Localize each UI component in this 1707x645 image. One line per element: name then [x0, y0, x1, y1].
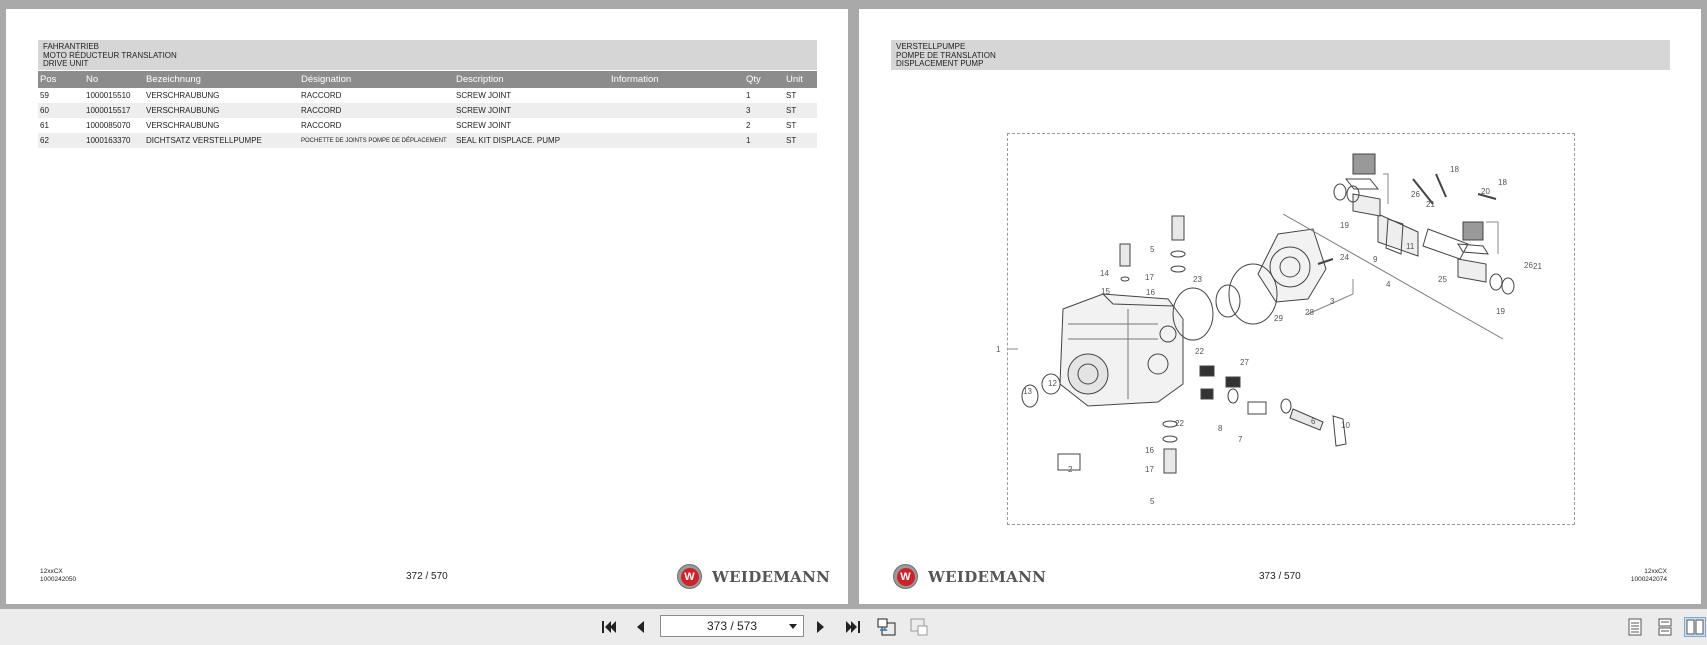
weidemann-logo-icon [893, 564, 918, 589]
last-page-button[interactable] [842, 617, 864, 637]
column-header: Information [609, 71, 744, 88]
svg-text:20: 20 [1481, 187, 1490, 196]
svg-text:24: 24 [1340, 253, 1349, 262]
svg-text:17: 17 [1145, 273, 1154, 282]
page-number: 372 / 570 [406, 571, 448, 582]
svg-text:12: 12 [1048, 379, 1057, 388]
page-number-field[interactable] [660, 615, 804, 637]
cell-bezeichnung: VERSCHRAUBUNG [146, 91, 220, 100]
brand-logo [677, 564, 830, 589]
cell-pos: 60 [38, 103, 84, 118]
cell-qty: 3 [744, 103, 784, 118]
first-page-button[interactable] [598, 617, 620, 637]
svg-text:6: 6 [1311, 417, 1316, 426]
svg-text:22: 22 [1175, 419, 1184, 428]
cell-bezeichnung: DICHTSATZ VERSTELLPUMPE [144, 133, 299, 148]
brand-logo [893, 564, 1046, 589]
footer-model: 12xxCX [1644, 568, 1667, 575]
svg-text:9: 9 [1373, 255, 1378, 264]
left-page [6, 9, 848, 604]
page-number-value: 373 / 573 [706, 619, 758, 633]
svg-text:15: 15 [1101, 287, 1110, 296]
table-row [38, 88, 817, 103]
table-row [38, 133, 817, 148]
parts-table [38, 71, 817, 148]
svg-text:18: 18 [1498, 178, 1507, 187]
svg-text:13: 13 [1023, 387, 1032, 396]
header-line-en: DRIVE UNIT [43, 59, 89, 68]
svg-text:19: 19 [1496, 307, 1505, 316]
cell-bezeichnung: VERSCHRAUBUNG [146, 121, 220, 130]
cell-information [609, 103, 744, 118]
two-page-view-icon [1686, 619, 1704, 635]
svg-text:4: 4 [1386, 280, 1391, 289]
next-page-button[interactable] [810, 617, 832, 637]
svg-text:27: 27 [1240, 358, 1249, 367]
section-header [38, 40, 817, 70]
header-line-de: VERSTELLPUMPE [896, 42, 966, 51]
cell-bezeichnung: VERSCHRAUBUNG [144, 103, 299, 118]
cell-information [609, 133, 744, 148]
go-back-icon [876, 618, 898, 636]
svg-text:17: 17 [1145, 465, 1154, 474]
svg-text:14: 14 [1100, 269, 1109, 278]
go-forward-icon [908, 618, 930, 636]
cell-description: SCREW JOINT [454, 103, 609, 118]
logo-letter: W [681, 568, 699, 586]
svg-text:3: 3 [1330, 297, 1335, 306]
svg-text:16: 16 [1146, 288, 1155, 297]
svg-text:11: 11 [1406, 242, 1415, 251]
column-header: No [84, 71, 144, 88]
column-header: Qty [744, 71, 784, 88]
svg-text:10: 10 [1341, 421, 1350, 430]
cell-pos: 61 [40, 121, 49, 130]
svg-text:19: 19 [1340, 221, 1349, 230]
cell-qty: 1 [746, 91, 751, 100]
continuous-view-icon [1657, 618, 1673, 636]
cell-description: SCREW JOINT [456, 121, 512, 130]
svg-text:29: 29 [1274, 314, 1283, 323]
section-header [891, 40, 1670, 70]
previous-page-button[interactable] [629, 617, 651, 637]
cell-unit: ST [784, 103, 817, 118]
header-line-fr: MOTO RÉDUCTEUR TRANSLATION [43, 50, 177, 60]
footer-model: 12xxCX [40, 568, 63, 575]
go-forward-button[interactable] [908, 617, 930, 637]
svg-text:23: 23 [1193, 275, 1202, 284]
svg-text:18: 18 [1450, 165, 1459, 174]
go-back-button[interactable] [876, 617, 898, 637]
cell-no: 1000015517 [84, 103, 144, 118]
cell-unit: ST [786, 121, 797, 130]
brand-name: WEIDEMANN [928, 567, 1047, 586]
column-header: Bezeichnung [144, 71, 299, 88]
two-page-view-button[interactable] [1684, 617, 1706, 637]
footer-doc-number: 1000242050 [40, 576, 77, 583]
cell-description: SEAL KIT DISPLACE. PUMP [454, 133, 609, 148]
cell-no: 1000163370 [84, 133, 144, 148]
next-page-icon [814, 619, 828, 635]
cell-qty: 2 [746, 121, 751, 130]
last-page-icon [844, 619, 862, 635]
header-line-fr: POMPE DE TRANSLATION [896, 50, 996, 60]
cell-qty: 1 [744, 133, 784, 148]
svg-text:5: 5 [1150, 497, 1155, 506]
svg-text:16: 16 [1145, 446, 1154, 455]
column-header: Désignation [299, 71, 454, 88]
brand-name: WEIDEMANN [712, 567, 831, 586]
column-header: Description [454, 71, 609, 88]
cell-designation: POCHETTE DE JOINTS POMPE DE DÉPLACEMENT [299, 133, 454, 148]
footer-codes [40, 568, 76, 584]
chevron-down-icon[interactable] [789, 624, 797, 629]
callout: 2 [1068, 465, 1073, 474]
cell-information [609, 118, 744, 133]
table-row [38, 118, 817, 133]
svg-text:22: 22 [1195, 347, 1204, 356]
single-page-view-icon [1627, 618, 1643, 636]
cell-information [609, 88, 744, 103]
cell-designation: RACCORD [301, 121, 342, 130]
svg-text:28: 28 [1305, 308, 1314, 317]
right-page [859, 9, 1701, 604]
table-header-row [38, 71, 817, 88]
svg-text:25: 25 [1438, 275, 1447, 284]
header-line-de: FAHRANTRIEB [43, 42, 100, 51]
column-header: Unit [784, 71, 817, 88]
continuous-view-button[interactable] [1654, 617, 1676, 637]
header-line-en: DISPLACEMENT PUMP [896, 59, 984, 68]
footer-doc-number: 1000242074 [1630, 576, 1667, 583]
svg-text:21: 21 [1426, 200, 1435, 209]
svg-text:21: 21 [1533, 262, 1542, 271]
footer-codes [1631, 568, 1667, 584]
weidemann-logo-icon [677, 564, 702, 589]
previous-page-icon [633, 619, 647, 635]
cell-no: 1000015510 [86, 91, 131, 100]
page-number: 373 / 570 [1259, 571, 1301, 582]
svg-text:5: 5 [1150, 245, 1155, 254]
first-page-icon [600, 619, 618, 635]
svg-text:26: 26 [1411, 190, 1420, 199]
svg-text:26: 26 [1524, 261, 1533, 270]
column-header: Pos [38, 71, 84, 88]
cell-no: 1000085070 [86, 121, 131, 130]
svg-text:8: 8 [1218, 424, 1223, 433]
single-page-view-button[interactable] [1624, 617, 1646, 637]
cell-unit: ST [786, 91, 797, 100]
viewer-toolbar [0, 609, 1707, 645]
logo-letter: W [897, 568, 915, 586]
cell-designation: RACCORD [301, 91, 342, 100]
table-row [38, 103, 817, 118]
cell-unit: ST [784, 133, 817, 148]
cell-description: SCREW JOINT [456, 91, 512, 100]
exploded-parts-diagram [996, 133, 1575, 525]
cell-pos: 62 [38, 133, 84, 148]
cell-designation: RACCORD [299, 103, 454, 118]
svg-text:7: 7 [1238, 435, 1243, 444]
svg-text:1: 1 [996, 345, 1001, 354]
diagram-drawing [996, 134, 1576, 526]
cell-pos: 59 [40, 91, 49, 100]
